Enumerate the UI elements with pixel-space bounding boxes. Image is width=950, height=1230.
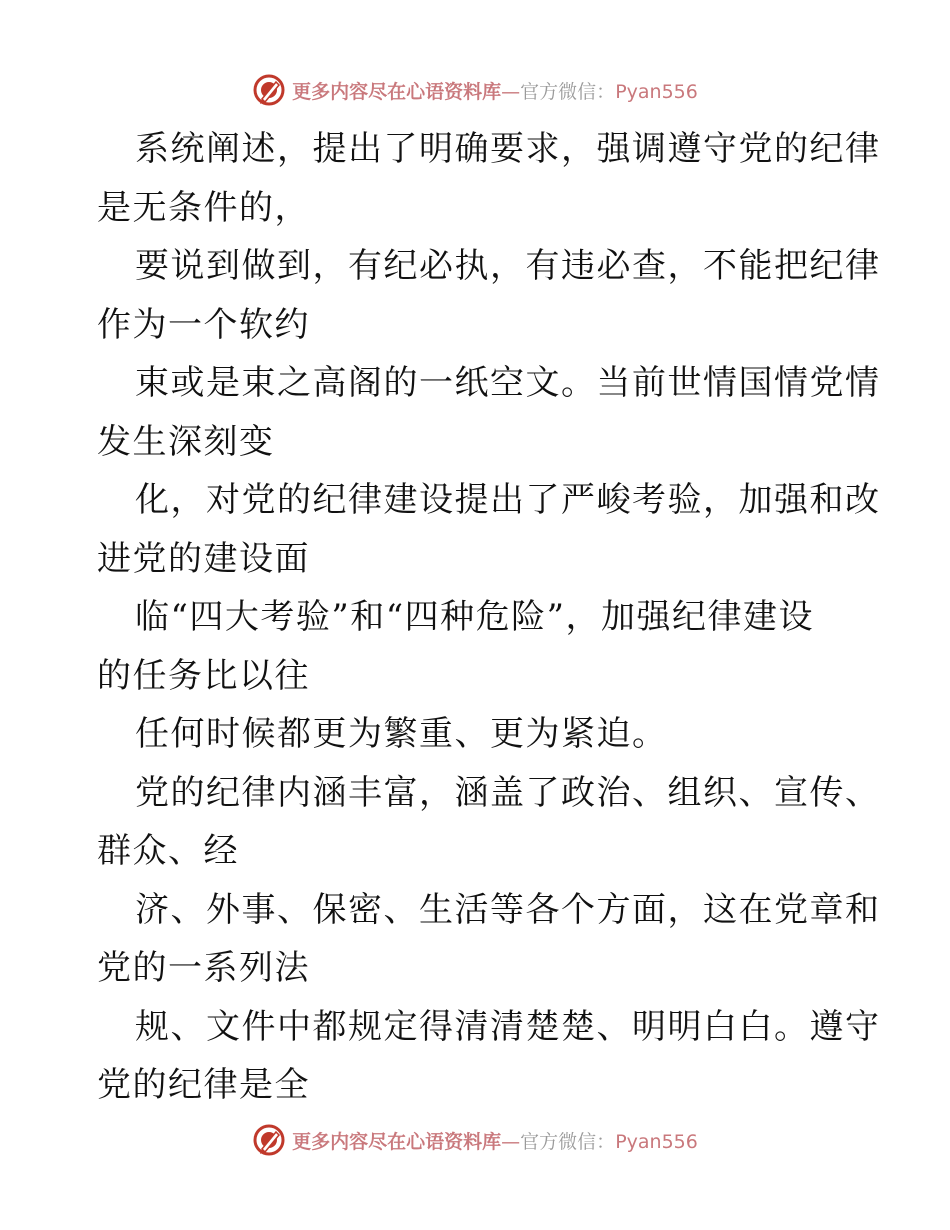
footer-banner-text (292, 1127, 698, 1154)
text-line: 是无条件的， (97, 187, 310, 228)
text-line: 进党的建设面 (97, 538, 310, 579)
footer-banner (0, 1120, 950, 1160)
text-line: 党的纪律是全 (97, 1065, 310, 1105)
banner-site-name: 更多内容尽在心语资料库 (292, 80, 502, 103)
pen-logo-icon (252, 73, 286, 107)
text-line: 党的一系列法 (97, 948, 310, 988)
text-line: 要说到做到，有纪必执，有违必查，不能把纪律 (135, 246, 881, 286)
text-line: 作为一个软约 (97, 304, 310, 345)
text-line: 临“四大考验”和“四种危险”，加强纪律建设 (135, 597, 815, 637)
banner-site-name: 更多内容尽在心语资料库 (292, 1130, 502, 1153)
text-line: 化，对党的纪律建设提出了严峻考验，加强和改 (135, 480, 881, 520)
text-line: 系统阐述，提出了明确要求，强调遵守党的纪律 (135, 129, 881, 169)
text-line: 群众、经 (97, 831, 239, 871)
text-line: 规、文件中都规定得清清楚楚、明明白白。遵守 (135, 1006, 881, 1047)
banner-dash: — (501, 1130, 521, 1153)
banner-dash: — (501, 80, 521, 103)
banner-label: 官方微信： (520, 1130, 616, 1153)
banner-label: 官方微信： (520, 80, 616, 103)
pen-logo-icon (252, 1123, 286, 1157)
text-line: 党的纪律内涵丰富，涵盖了政治、组织、宣传、 (135, 772, 881, 813)
header-banner-text (292, 77, 698, 104)
text-line: 任何时候都更为繁重、更为紧迫。 (135, 714, 668, 754)
document-body (97, 120, 881, 1115)
header-banner (0, 70, 950, 110)
text-line: 发生深刻变 (97, 421, 275, 462)
banner-handle: Pyan556 (615, 80, 698, 103)
text-line: 济、外事、保密、生活等各个方面，这在党章和 (135, 889, 881, 930)
text-line: 的任务比以往 (97, 655, 310, 696)
text-line: 束或是束之高阁的一纸空文。当前世情国情党情 (135, 363, 881, 403)
banner-handle: Pyan556 (615, 1130, 698, 1153)
